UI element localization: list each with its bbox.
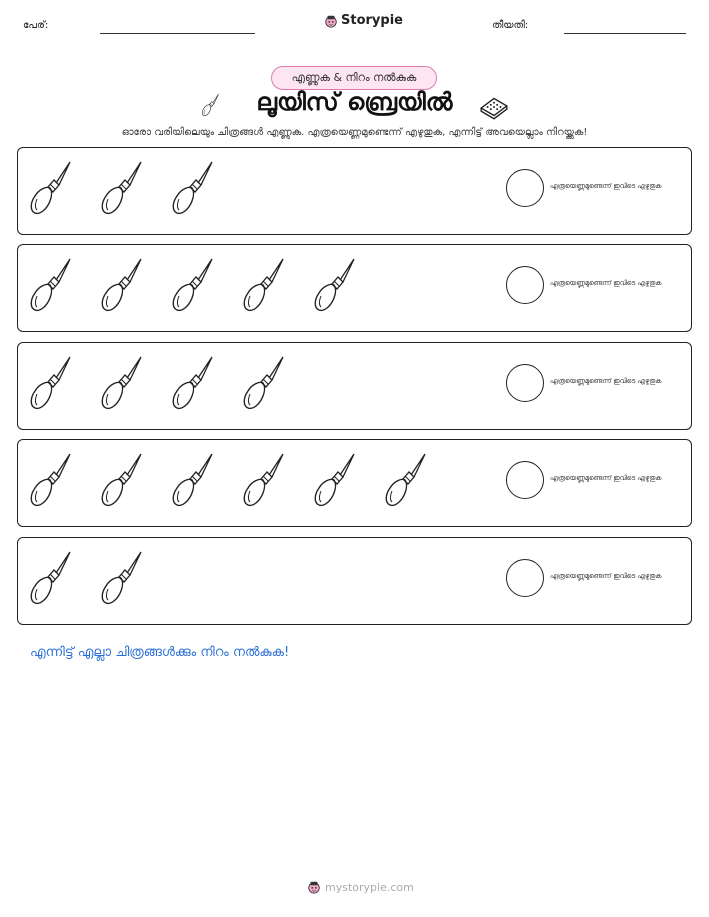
braille-awl-icon (168, 156, 239, 220)
row-icons (26, 448, 452, 520)
page-title: ലൂയിസ് ബ്രെയിൽ (256, 88, 453, 116)
site-footer (307, 880, 414, 894)
answer-circle[interactable] (506, 559, 544, 597)
braille-awl-icon (239, 253, 310, 317)
braille-awl-icon (97, 156, 168, 220)
storypie-logo-icon (307, 880, 321, 894)
storypie-logo-icon (324, 14, 338, 28)
braille-slate-icon (478, 94, 510, 120)
answer-circle[interactable] (506, 266, 544, 304)
braille-awl-icon (239, 448, 310, 512)
braille-awl-icon (97, 253, 168, 317)
row-icons (26, 351, 310, 423)
answer-label: എത്രയെണ്ണമുണ്ടെന്ന് ഇവിടെ എഴുതുക (550, 279, 662, 287)
count-row-1 (17, 147, 692, 235)
count-row-2 (17, 244, 692, 332)
answer-label: എത്രയെണ്ണമുണ്ടെന്ന് ഇവിടെ എഴുതുക (550, 572, 662, 580)
braille-awl-icon (26, 546, 97, 610)
braille-awl-icon (26, 351, 97, 415)
answer-label: എത്രയെണ്ണമുണ്ടെന്ന് ഇവിടെ എഴുതുക (550, 182, 662, 190)
answer-label: എത്രയെണ്ണമുണ്ടെന്ന് ഇവിടെ എഴുതുക (550, 377, 662, 385)
braille-awl-icon (310, 253, 381, 317)
braille-awl-icon (168, 448, 239, 512)
row-icons (26, 156, 239, 228)
count-row-4 (17, 439, 692, 527)
braille-awl-icon (168, 351, 239, 415)
braille-awl-icon (26, 156, 97, 220)
date-write-line[interactable] (564, 33, 686, 34)
answer-circle[interactable] (506, 169, 544, 207)
count-row-3 (17, 342, 692, 430)
braille-awl-icon (26, 253, 97, 317)
instructions: ഓരോ വരിയിലെയും ചിത്രങ്ങൾ എണ്ണുക. എത്രയെണ്ണമുണ്ടെന്ന് എഴുതുക, എന്നിട്ട് അവയെല്ലാം നിറയ്ക്കുക! (121, 127, 588, 138)
date-label: തീയതി: (492, 20, 529, 31)
braille-awl-icon (97, 448, 168, 512)
braille-awl-icon (381, 448, 452, 512)
brand-name: Storypie (341, 13, 403, 28)
braille-awl-icon (97, 351, 168, 415)
braille-awl-icon (168, 253, 239, 317)
braille-awl-icon (239, 351, 310, 415)
answer-circle[interactable] (506, 461, 544, 499)
site-url: mystorypie.com (325, 880, 414, 894)
answer-circle[interactable] (506, 364, 544, 402)
row-icons (26, 253, 381, 325)
row-icons (26, 546, 168, 618)
braille-awl-icon (26, 448, 97, 512)
activity-badge: എണ്ണുക & നിറം നൽകുക (271, 66, 437, 90)
braille-awl-icon (97, 546, 168, 610)
color-instruction: എന്നിട്ട് എല്ലാ ചിത്രങ്ങൾക്കും നിറം നൽകുക! (30, 645, 290, 660)
name-label: പേര്: (23, 20, 49, 31)
answer-label: എത്രയെണ്ണമുണ്ടെന്ന് ഇവിടെ എഴുതുക (550, 474, 662, 482)
braille-awl-icon (310, 448, 381, 512)
count-row-5 (17, 537, 692, 625)
name-write-line[interactable] (100, 33, 255, 34)
brand-logo (324, 13, 403, 28)
